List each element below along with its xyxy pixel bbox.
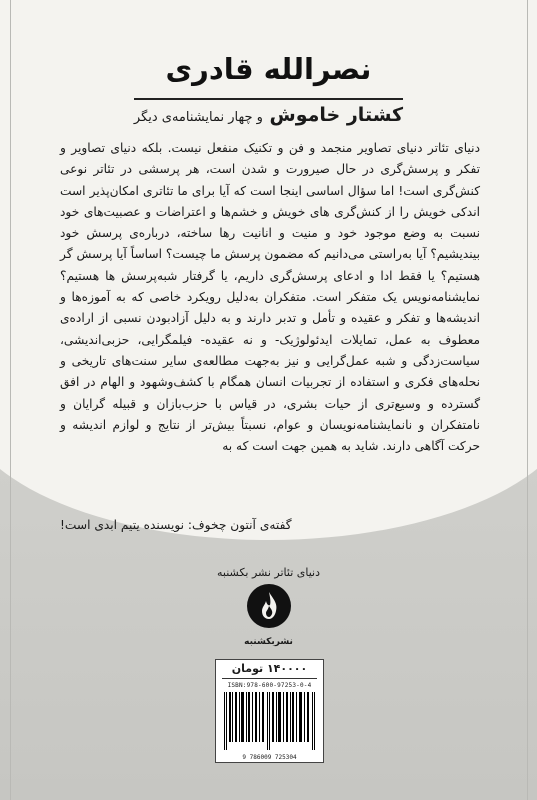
isbn: ISBN:978-600-97253-0-4 bbox=[227, 682, 312, 689]
barcode-box bbox=[215, 659, 324, 763]
author-name: نصرالله قادری bbox=[165, 52, 372, 86]
book-title-text: کشتار خاموش bbox=[269, 104, 404, 126]
publisher-name: نشربکشنبه bbox=[244, 637, 293, 647]
barcode-number: 9 786009 725304 bbox=[216, 754, 323, 761]
series-label: دنیای تئاتر نشر بکشنبه bbox=[216, 566, 321, 579]
book-subtitle: و چهار نمایشنامه‌ی دیگر bbox=[133, 110, 263, 125]
blurb-text bbox=[60, 138, 480, 457]
chekhov-quote: گفته‌ی آنتون چخوف: نویسنده یتیم ابدی است! bbox=[60, 518, 292, 532]
blurb-paragraph: دنیای تئاتر دنیای تصاویر منجمد و فن و تکنیک منفعل نیست. بلکه دنیای تصاویر و تفکر و پرسش‌گری در حال صیرورت و شدن است، هر پرسشی در تئاتر نوعی کنش‌گری است! اما سؤال اساسی اینجا است که آیا برای ما تئاتری امکان‌پذیر است اندکی خویش را از کنش‌گری های خویش و خشم‌ها و اعتراضات و عصبیت‌های خود نسبت به وضع موجود خود و منیت و انانیت رها ساخته، درباره‌ی پرسش خود بیندیشیم؟ آیا به‌راستی می‌دانیم که مضمون پرسش ما چیست؟ اساساً آیا پرسش گر هستیم؟ یا فقط ادا و ادعای پرسش‌گری داریم، یا گرفتار شبه‌پرسش ها هستیم؟ نمایشنامه‌نویس یک متفکر است. متفکران به‌دلیل رویکرد خاصی که به آموزه‌ها و اندیشه‌ها و تفکر و عقیده و تأمل و تدبر دارند و به دلیل آزادبودن نسبی از اراده‌ی معطوف به عمل، تمایلات ایدئولوژیک- و نه عقیده- فیلمگرایی، حزبی‌اندیشی، سیاست‌زدگی و شبه عمل‌گرایی و نیز به‌جهت مطالعه‌ی سایر سنت‌های تاریخی و نحله‌های فکری و استفاده از تجربیات انسان همگام با کشف‌وشهود و الهام در افق گسترده و وسیع‌تری از حیات بشری، در قیاس با حزب‌بازان و قبیله گرایان و نامتفکران و نانمایشنامه‌نویسان و عوام، نسبتاً بیش‌تر از نتایج و لوازم اندیشه و حرکت آگاهی دارند. شاید به همین جهت است که به bbox=[60, 141, 480, 454]
price: ۱۴۰۰۰۰ تومان bbox=[231, 662, 308, 675]
flame-icon bbox=[247, 584, 291, 628]
barcode bbox=[222, 692, 317, 750]
price-divider bbox=[222, 678, 317, 679]
book-title-block bbox=[0, 98, 537, 126]
publisher-logo bbox=[247, 584, 291, 628]
book-title bbox=[134, 98, 403, 126]
